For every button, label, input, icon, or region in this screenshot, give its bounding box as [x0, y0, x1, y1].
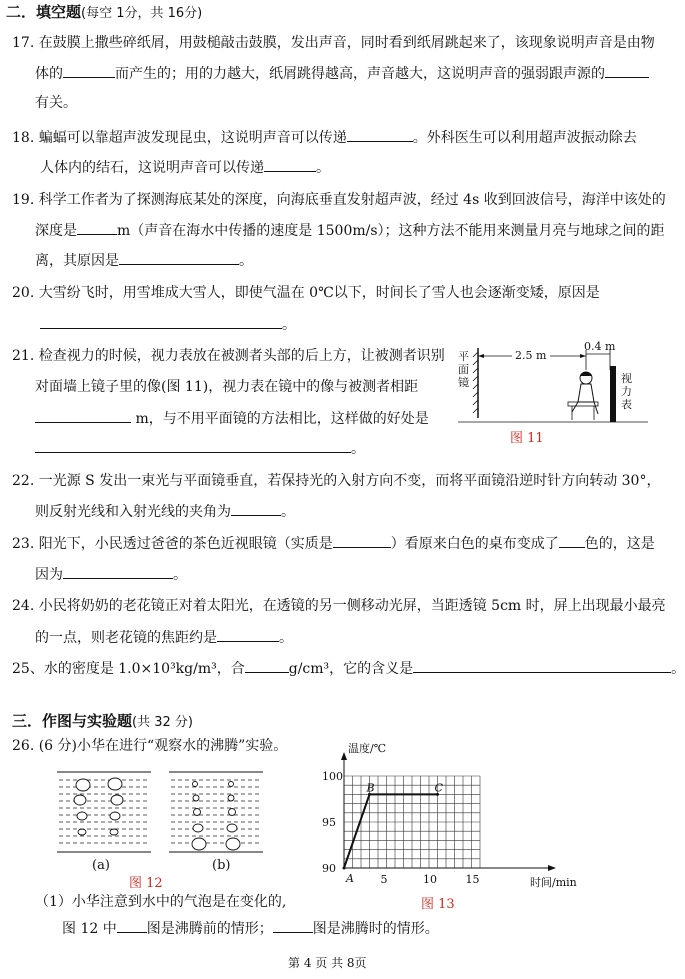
q24-line2: 的一点，则老花镜的焦距约是 。 — [35, 627, 293, 648]
q23-line2: 因为 。 — [35, 564, 187, 585]
beaker-a — [57, 772, 151, 852]
q19-line3: 离，其原因是 。 — [35, 250, 253, 271]
point-label-c: C — [434, 781, 443, 795]
q21-line4: 。 — [35, 438, 365, 459]
beaker-b-label: (b) — [212, 858, 231, 873]
q17-line2: 体的 而产生的；用的力越大，纸屑跳得越高，声音越大，这说明声音的强弱跟声源的 — [35, 63, 649, 84]
answer-blank — [35, 438, 351, 453]
answer-blank — [35, 408, 131, 423]
figure-12 — [55, 770, 275, 880]
answer-blank — [63, 63, 115, 78]
q25-line1: 25、水的密度是 1.0×10³kg/m³，合 g/cm³，它的含义是 。 — [12, 658, 685, 679]
point-label-b: B — [366, 781, 375, 795]
figure-11 — [448, 340, 658, 450]
section-title-fill: 二．填空题(每空 1分，共 16分) — [6, 3, 203, 21]
q20-line1: 20. 大雪纷飞时，用雪堆成大雪人，即使气温在 0℃以下，时间长了雪人也会逐渐变矮，原因是 — [12, 285, 600, 301]
q21-line1: 21. 检查视力的时候，视力表放在被测者头部的后上方，让被测者识别 — [12, 348, 445, 364]
q17-line1: 17. 在鼓膜上撒些碎纸屑，用鼓槌敲击鼓膜，发出声音，同时看到纸屑跳起来了，该现象说明声音是由物 — [12, 35, 655, 51]
answer-blank — [40, 314, 282, 329]
q17-line3: 有关。 — [35, 95, 77, 111]
answer-blank — [264, 157, 316, 172]
q19-line2: 深度是 m（声音在海水中传播的速度是 1500m/s）；这种方法不能用来测量月亮与地球之间的距 — [35, 220, 665, 241]
svg-text:表: 表 — [621, 398, 632, 411]
mirror-label: 平 — [458, 350, 469, 363]
q26-part1-line1: （1）小华注意到水中的气泡是在变化的, — [35, 894, 287, 910]
answer-blank — [231, 501, 281, 516]
q24-line1: 24. 小民将奶奶的老花镜正对着太阳光，在透镜的另一侧移动光屏，当距透镜 5cm 时，屏上出现最小最亮 — [12, 598, 666, 614]
data-point — [343, 867, 346, 870]
q19-line1: 19. 科学工作者为了探测海底某处的深度，向海底垂直发射超声波，经过 4s 收到回波信号，海洋中该处的 — [12, 192, 666, 208]
svg-text:镜: 镜 — [458, 376, 469, 389]
q26-part1-line2: 图 12 中 图是沸腾前的情形； 图是沸腾时的情形。 — [62, 918, 439, 939]
answer-blank — [273, 918, 313, 933]
point-label-a: A — [346, 872, 354, 885]
answer-blank — [347, 127, 413, 142]
beaker-a-label: (a) — [92, 858, 110, 873]
chart-label: 视 — [621, 372, 632, 385]
answer-blank — [117, 918, 147, 933]
figure-13 — [318, 742, 590, 892]
q26-line1: 26. (6 分)小华在进行“观察水的沸腾”实验。 — [12, 738, 288, 754]
distance-0.4m: 0.4 m — [584, 340, 616, 353]
figure-13-caption: 图 13 — [421, 897, 455, 912]
y-axis-title: 温度/℃ — [348, 742, 387, 755]
q22-line2: 则反射光线和入射光线的夹角为 。 — [35, 501, 295, 522]
x-axis-arrow — [548, 865, 556, 871]
y-tick-label: 95 — [322, 816, 336, 829]
q23-line1: 23. 阳光下，小民透过爸爸的茶色近视眼镜（实质是 ）看原来白色的桌布变成了 色的，这是 — [12, 533, 655, 554]
q21-line3: m，与不用平面镜的方法相比，这样做的好处是 — [35, 408, 429, 429]
x-tick-label: 5 — [380, 873, 388, 886]
answer-blank — [77, 220, 117, 235]
distance-2.5m: 2.5 m — [515, 349, 547, 362]
section-title-draw: 三．作图与实验题(共 32 分) — [12, 712, 193, 730]
svg-text:面: 面 — [458, 363, 469, 376]
figure-12-caption: 图 12 — [129, 876, 163, 891]
q18-line1: 18. 蝙蝠可以靠超声波发现昆虫，这说明声音可以传递 。外科医生可以利用超声波振动除去 — [12, 127, 637, 148]
answer-blank — [559, 533, 585, 548]
svg-text:力: 力 — [621, 385, 632, 398]
answer-blank — [413, 658, 671, 673]
beaker-b — [169, 772, 263, 852]
answer-blank — [63, 564, 173, 579]
figure-11-caption: 图 11 — [510, 431, 544, 446]
y-axis-arrow — [341, 752, 347, 760]
page-footer: 第 4 页 共 8页 — [288, 956, 367, 970]
q20-line2: 。 — [40, 314, 296, 335]
answer-blank — [217, 627, 279, 642]
y-tick-label: 100 — [322, 770, 343, 783]
q18-line2: 人体内的结石，这说明声音可以传递 。 — [40, 157, 330, 178]
x-tick-label: 10 — [423, 873, 437, 886]
x-tick-label: 15 — [465, 873, 480, 886]
x-axis-title: 时间/min — [530, 876, 577, 889]
y-tick-label: 90 — [322, 862, 336, 875]
answer-blank — [333, 533, 391, 548]
answer-blank — [605, 63, 649, 78]
q22-line1: 22. 一光源 S 发出一束光与平面镜垂直，若保持光的入射方向不变，而将平面镜沿逆时针方向转动 30°， — [12, 473, 661, 489]
answer-blank — [245, 658, 289, 673]
q21-line2: 对面墙上镜子里的像(图 11)，视力表在镜中的像与被测者相距 — [35, 379, 419, 395]
answer-blank — [119, 250, 239, 265]
